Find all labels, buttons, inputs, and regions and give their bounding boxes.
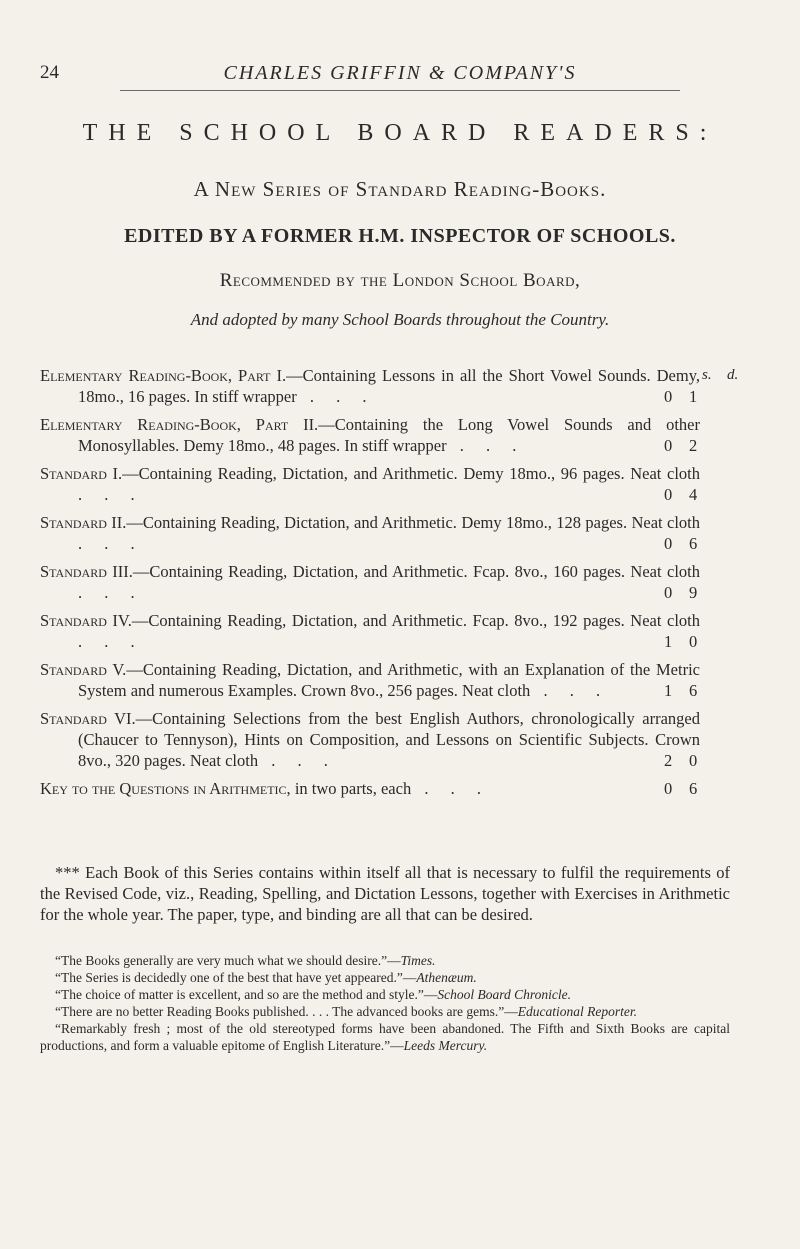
- entry-price: 0 6: [664, 779, 698, 798]
- catalogue-entry: [40, 659, 740, 701]
- note-text: [40, 862, 730, 925]
- running-title: CHARLES GRIFFIN & COMPANY'S: [223, 62, 577, 84]
- entry-description: —Containing Selections from the best English Authors, chronologically arranged (Chaucer to Tennyson), Hints on Composition, and Lessons on Scientific Subjects. Crown 8vo., 320 pages. Neat cloth: [78, 709, 700, 770]
- price-list: [40, 365, 740, 806]
- review-quote: [40, 969, 730, 986]
- entry-description: —Containing the Long Vowel Sounds and other Monosyllables. Demy 18mo., 48 pages. In stiff wrapper: [78, 415, 700, 455]
- dot-leaders: . . .: [78, 534, 144, 553]
- entry-title: Standard I.: [40, 464, 123, 483]
- catalogue-entry: [40, 365, 740, 407]
- review-source: Times.: [400, 953, 436, 968]
- shillings-heading: s.: [702, 367, 712, 383]
- series-title: THE SCHOOL BOARD READERS:: [82, 120, 718, 146]
- review-source: Educational Reporter.: [517, 1004, 637, 1019]
- catalogue-entry: [40, 708, 740, 771]
- entry-price: 0 1: [664, 387, 698, 406]
- entry-title: Standard II.: [40, 513, 127, 532]
- press-reviews: [40, 952, 730, 1054]
- recommended-line: Recommended by the London School Board,: [219, 270, 581, 291]
- review-source: Athenæum.: [416, 970, 477, 985]
- review-quote: [40, 1020, 730, 1054]
- catalogue-entry: [40, 463, 740, 505]
- dot-leaders: . . .: [78, 632, 144, 651]
- review-quote: [40, 952, 730, 969]
- review-source: School Board Chronicle.: [437, 987, 571, 1002]
- review-quote: [40, 1003, 730, 1020]
- entry-title: Elementary Reading-Book, Part I.: [40, 366, 287, 385]
- catalogue-entry: [40, 778, 740, 799]
- entry-list: [40, 365, 740, 799]
- entry-price: 0 4: [664, 485, 698, 504]
- entry-title: Elementary Reading-Book, Part II.: [40, 415, 319, 434]
- review-text: “The Books generally are very much what we should desire.”—: [55, 953, 401, 968]
- header-rule: [120, 90, 680, 91]
- review-text: “The choice of matter is excellent, and so are the method and style.”—: [55, 987, 438, 1002]
- catalogue-entry: [40, 414, 740, 456]
- entry-price: 0 9: [664, 583, 698, 602]
- dot-leaders: . . .: [530, 681, 610, 700]
- page-number: 24: [40, 62, 59, 83]
- catalogue-entry: [40, 610, 740, 652]
- entry-description: —Containing Reading, Dictation, and Arithmetic. Fcap. 8vo., 160 pages. Neat cloth: [132, 562, 700, 581]
- entry-price: 2 0: [664, 751, 698, 770]
- review-source: Leeds Mercury.: [403, 1038, 488, 1053]
- review-text: “Remarkably fresh ; most of the old stereotyped forms have been abandoned. The Fifth and Sixth Books are capital productions, and form a valuable epitome of English Literature.”—: [40, 1021, 730, 1053]
- entry-description: —Containing Lessons in all the Short Vowel Sounds. Demy, 18mo., 16 pages. In stiff wrapper: [78, 366, 700, 406]
- entry-title: Standard IV.: [40, 611, 132, 630]
- review-text: “There are no better Reading Books published. . . . The advanced books are gems.”—: [55, 1004, 518, 1019]
- entry-description: —Containing Reading, Dictation, and Arithmetic. Demy 18mo., 128 pages. Neat cloth: [126, 513, 700, 532]
- entry-price: 1 6: [664, 681, 698, 700]
- entry-description: —Containing Reading, Dictation, and Arithmetic, with an Explanation of the Metric System and numerous Examples. Crown 8vo., 256 pages. Neat cloth: [78, 660, 700, 700]
- entry-title: Standard III.: [40, 562, 133, 581]
- dot-leaders: . . .: [78, 583, 144, 602]
- entry-price: 1 0: [664, 632, 698, 651]
- dot-leaders: . . .: [78, 485, 144, 504]
- running-head: [40, 62, 760, 92]
- entry-description: —Containing Reading, Dictation, and Arithmetic. Fcap. 8vo., 192 pages. Neat cloth: [131, 611, 700, 630]
- entry-description: —Containing Reading, Dictation, and Arithmetic. Demy 18mo., 96 pages. Neat cloth: [122, 464, 700, 483]
- entry-title: Standard VI.: [40, 709, 136, 728]
- entry-price: 0 6: [664, 534, 698, 553]
- adopted-line: And adopted by many School Boards throughout the Country.: [190, 310, 610, 329]
- note-body: Each Book of this Series contains within itself all that is necessary to fulfil the requirements of the Revised Code, viz., Reading, Spelling, and Dictation Lessons, together with Exercises in Arithmetic for the whole year. The paper, type, and binding are all that can be desired.: [40, 863, 730, 924]
- review-text: “The Series is decidedly one of the best that have yet appeared.”—: [55, 970, 417, 985]
- entry-title: Standard V.: [40, 660, 127, 679]
- series-note: [40, 862, 730, 925]
- dot-leaders: . . .: [258, 751, 337, 770]
- entry-title: Key to the Questions in Arithmetic,: [40, 779, 291, 798]
- pence-heading: d.: [727, 367, 739, 383]
- dot-leaders: . . .: [411, 779, 490, 798]
- note-marker: ***: [55, 863, 86, 882]
- series-subtitle: A New Series of Standard Reading-Books.: [193, 177, 607, 201]
- entry-price: 0 2: [664, 436, 698, 455]
- dot-leaders: . . .: [446, 436, 526, 455]
- catalogue-entry: [40, 512, 740, 554]
- dot-leaders: . . .: [296, 387, 376, 406]
- editor-line: EDITED BY A FORMER H.M. INSPECTOR OF SCHOOLS.: [124, 225, 676, 247]
- catalogue-entry: [40, 561, 740, 603]
- review-quote: [40, 986, 730, 1003]
- entry-description: in two parts, each: [290, 779, 412, 798]
